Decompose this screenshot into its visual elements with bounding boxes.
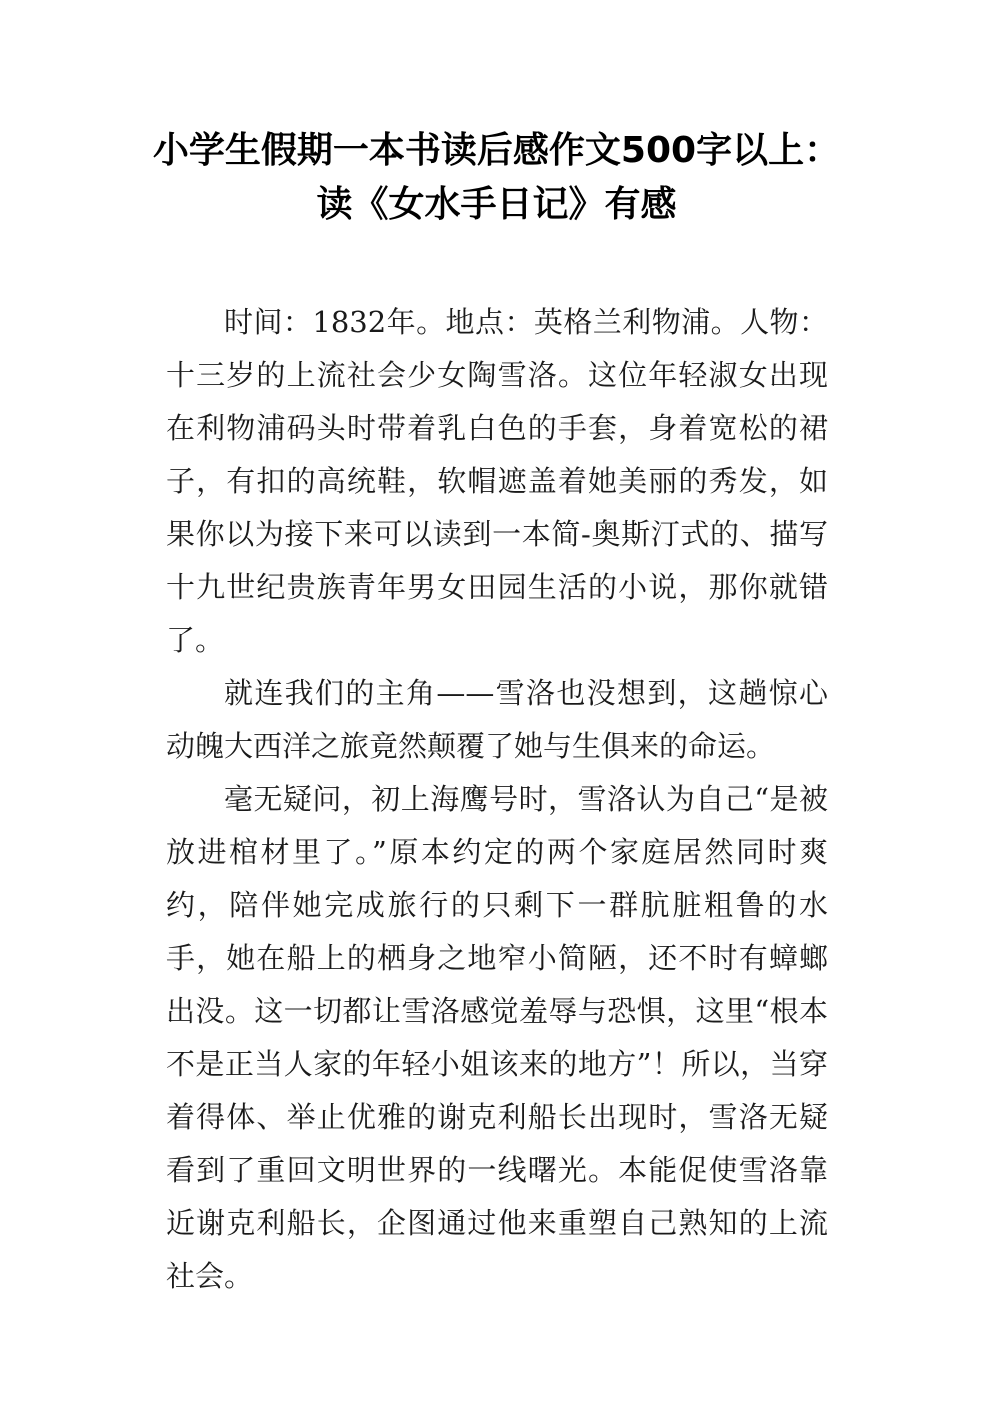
paragraph-1: 时间：1832年。地点：英格兰利物浦。人物：十三岁的上流社会少女陶雪洛。这位年轻淑女出现在利物浦码头时带着乳白色的手套，身着宽松的裙子，有扣的高统鞋，软帽遮盖着她美丽的秀发，如果你以为接下来可以读到一本简-奥斯汀式的、描写十九世纪贵族青年男女田园生活的小说，那你就错了。 [166, 305, 828, 657]
paragraph-3: 毫无疑问，初上海鹰号时，雪洛认为自己“是被放进棺材里了。”原本约定的两个家庭居然同时爽约，陪伴她完成旅行的只剩下一群肮脏粗鲁的水手，她在船上的栖身之地窄小简陋，还不时有蟑螂出没。这一切都让雪洛感觉羞辱与恐惧，这里“根本不是正当人家的年轻小姐该来的地方”！所以，当穿着得体、举止优雅的谢克利船长出现时，雪洛无疑看到了重回文明世界的一线曙光。本能促使雪洛靠近谢克利船长，企图通过他来重塑自己熟知的上流社会。 [166, 782, 828, 1293]
document-title: 小学生假期一本书读后感作文500字以上：读《女水手日记》有感 [152, 130, 841, 225]
paragraph-2: 就连我们的主角——雪洛也没想到，这趟惊心动魄大西洋之旅竟然颠覆了她与生俱来的命运。 [166, 676, 828, 763]
document-body [166, 296, 828, 1303]
